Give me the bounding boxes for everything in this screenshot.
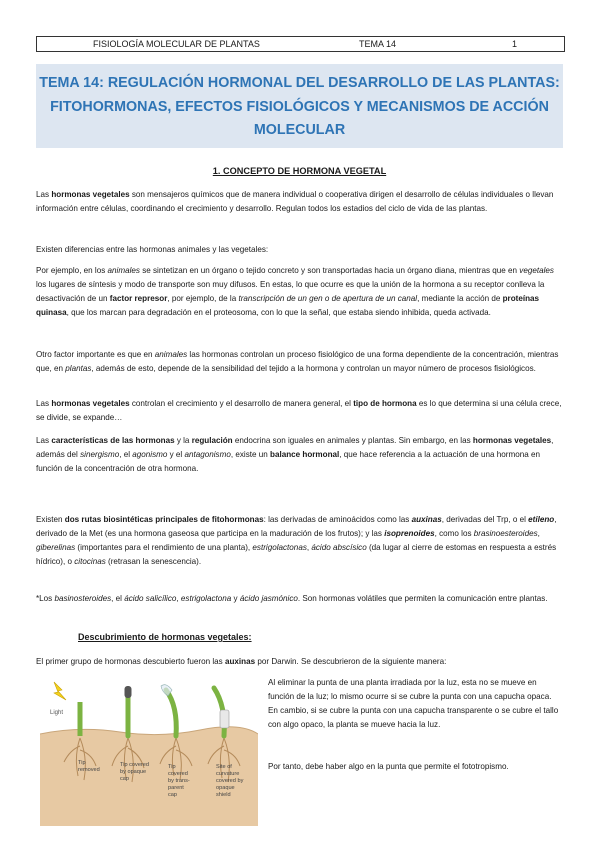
text-segment: estrigolactona xyxy=(180,594,232,603)
text-segment: : las derivadas de aminoácidos como las xyxy=(263,515,412,524)
figure-label-2: Tip covered by opaque cap xyxy=(120,762,150,782)
paragraph-9 xyxy=(36,655,563,669)
text-segment: basinosteroides xyxy=(54,594,112,603)
paragraph-7 xyxy=(36,513,563,569)
text-segment: Las xyxy=(36,399,52,408)
text-segment: transcripción de un gen o de apertura de un canal xyxy=(238,294,418,303)
text-segment: es lo que determina si una célula crece, se divide, se expande… xyxy=(36,399,562,422)
opaque-cap xyxy=(125,686,132,698)
paragraph-5 xyxy=(36,397,563,425)
text-segment: giberelinas xyxy=(36,543,76,552)
text-segment: , existe un xyxy=(230,450,270,459)
text-segment: hormonas vegetales xyxy=(51,190,130,199)
text-segment: , además del xyxy=(36,436,554,459)
text-segment: hormonas vegetales xyxy=(472,436,552,445)
paragraph-11: Por tanto, debe haber algo en la punta que permite el fototropismo. xyxy=(268,762,509,771)
paragraph-8 xyxy=(36,592,563,606)
text-segment: proteínas quinasa xyxy=(36,294,540,317)
text-segment: animales xyxy=(154,350,188,359)
text-segment: , que hace referencia a la actuación de una hormona en función de la concentración de otra hormona. xyxy=(36,450,540,473)
text-segment: y el xyxy=(167,450,185,459)
text-segment: , el xyxy=(111,594,125,603)
header-course: FISIOLOGÍA MOLECULAR DE PLANTAS xyxy=(93,39,260,49)
text-segment: (da lugar al cierre de estomas en respuesta a estrés hídrico), o xyxy=(36,543,557,566)
text-segment: , como los xyxy=(434,529,474,538)
paragraph-3 xyxy=(36,264,563,320)
text-segment: tipo de hormona xyxy=(353,399,417,408)
text-segment: Las xyxy=(36,436,52,445)
text-segment: por Darwin. Se descubrieron de la siguiente manera: xyxy=(255,657,447,666)
text-segment: auxinas xyxy=(224,657,256,666)
paragraph-6 xyxy=(36,434,563,476)
header-page-number: 1 xyxy=(512,39,518,49)
text-segment: auxinas xyxy=(411,515,442,524)
text-segment: ácido jasmónico xyxy=(239,594,298,603)
text-segment: agonismo xyxy=(132,450,168,459)
text-segment: controlan el crecimiento y el desarrollo de manera general, el xyxy=(129,399,354,408)
figure-label-4: Site of curvature covered by opaque shield xyxy=(216,764,244,798)
text-segment: dos rutas biosintéticas principales de fitohormonas xyxy=(64,515,264,524)
text-segment: regulación xyxy=(191,436,233,445)
text-segment: las hormonas controlan un proceso fisiológico de una forma dependiente de la concentración, mientras que, en xyxy=(36,350,559,373)
section-heading: 1. CONCEPTO DE HORMONA VEGETAL xyxy=(212,166,387,176)
figure-label-3: Tip covered by trans-parent cap xyxy=(168,764,190,798)
text-segment: endocrina son iguales en animales y plantas. Sin embargo, en las xyxy=(232,436,473,445)
text-segment: , derivado de la Met (es una hormona gaseosa que participa en la maduración de los frutos); y las xyxy=(36,515,557,538)
seedling-3 xyxy=(166,690,176,736)
text-segment: Por ejemplo, en los xyxy=(36,266,108,275)
text-segment: , además de esto, depende de la sensibilidad del tejido a la hormona y controlan un mayor número de procesos fisiológicos. xyxy=(91,364,536,373)
text-segment: y xyxy=(231,594,240,603)
figure-label-1: Tip removed xyxy=(78,760,100,773)
opaque-shield xyxy=(220,710,229,728)
header-topic: TEMA 14 xyxy=(359,39,397,49)
text-segment: características de las hormonas xyxy=(51,436,175,445)
text-segment: isoprenoides xyxy=(384,529,435,538)
text-segment: los lugares de síntesis y modo de transporte son muy difusos. En estas, lo que ocurre es que la unión de la hormona a su receptor conlleva la desactivación de un xyxy=(36,280,545,303)
text-segment: , xyxy=(176,594,181,603)
text-segment: plantas xyxy=(65,364,92,373)
light-label: Light xyxy=(50,710,64,716)
text-segment: hormonas vegetales xyxy=(51,399,130,408)
text-segment: , el xyxy=(119,450,133,459)
text-segment: ácido salicílico xyxy=(124,594,177,603)
text-segment: (retrasan la senescencia). xyxy=(105,557,202,566)
text-segment: sinergismo xyxy=(80,450,120,459)
text-segment: *Los xyxy=(36,594,55,603)
running-header xyxy=(36,36,565,52)
text-segment: vegetales xyxy=(519,266,554,275)
text-segment: Las xyxy=(36,190,52,199)
paragraph-1 xyxy=(36,188,563,216)
text-segment: (importantes para el rendimiento de una planta), xyxy=(75,543,253,552)
text-segment: se sintetizan en un órgano o tejido concreto y son transportadas hacia un órgano diana, mientras que en xyxy=(139,266,520,275)
text-segment: El primer grupo de hormonas descubierto fueron las xyxy=(36,657,225,666)
document-title: TEMA 14: REGULACIÓN HORMONAL DEL DESARROLLO DE LAS PLANTAS: FITOHORMONAS, EFECTOS FISIOLÓGICOS Y MECANISMOS DE ACCIÓN MOLECULAR xyxy=(39,75,560,138)
title-box xyxy=(36,64,563,148)
text-segment: factor represor xyxy=(109,294,168,303)
phototropism-figure xyxy=(40,676,258,826)
text-segment: , xyxy=(537,529,540,538)
text-segment: ácido abscísico xyxy=(311,543,367,552)
text-segment: balance hormonal xyxy=(270,450,340,459)
text-segment: , que los marcan para degradación en el proteosoma, con lo que la señal, que estaba siendo inhibida, queda activada. xyxy=(66,308,491,317)
text-segment: . Son hormonas volátiles que permiten la comunicación entre plantas. xyxy=(297,594,548,603)
text-segment: , por ejemplo, de la xyxy=(167,294,239,303)
paragraph-2: Existen diferencias entre las hormonas animales y las vegetales: xyxy=(36,245,269,254)
text-segment: estrigolactonas xyxy=(252,543,307,552)
light-icon xyxy=(54,682,66,700)
text-segment: citocinas xyxy=(74,557,106,566)
text-segment: etileno xyxy=(528,515,555,524)
text-segment: y la xyxy=(174,436,192,445)
text-segment: Otro factor importante es que en xyxy=(36,350,155,359)
text-segment: Existen xyxy=(36,515,65,524)
text-segment: brasinoesteroides xyxy=(473,529,538,538)
text-segment: , derivadas del Trp, o el xyxy=(441,515,529,524)
subheading: Descubrimiento de hormonas vegetales: xyxy=(78,632,252,642)
text-segment: antagonismo xyxy=(184,450,231,459)
text-segment: , mediante la acción de xyxy=(417,294,503,303)
paragraph-4 xyxy=(36,348,563,376)
text-segment: animales xyxy=(107,266,140,275)
paragraph-10: Al eliminar la punta de una planta irradiada por la luz, esta no se mueve en función de la luz; lo mismo ocurre si se cubre la punta con una capucha opaca. En cambio, si se cubre la punta con una capucha transparente o se cubre el tallo con algo opaco, la planta se mueve hacia la luz. xyxy=(268,678,559,729)
text-segment: son mensajeros químicos que de manera individual o cooperativa dirigen el desarrollo de células individuales o llevan información entre células, coordinando el crecimiento y desarrollo. Regulan todos los estadios del ciclo de vida de las plantas. xyxy=(36,190,554,213)
text-segment: , xyxy=(306,543,312,552)
